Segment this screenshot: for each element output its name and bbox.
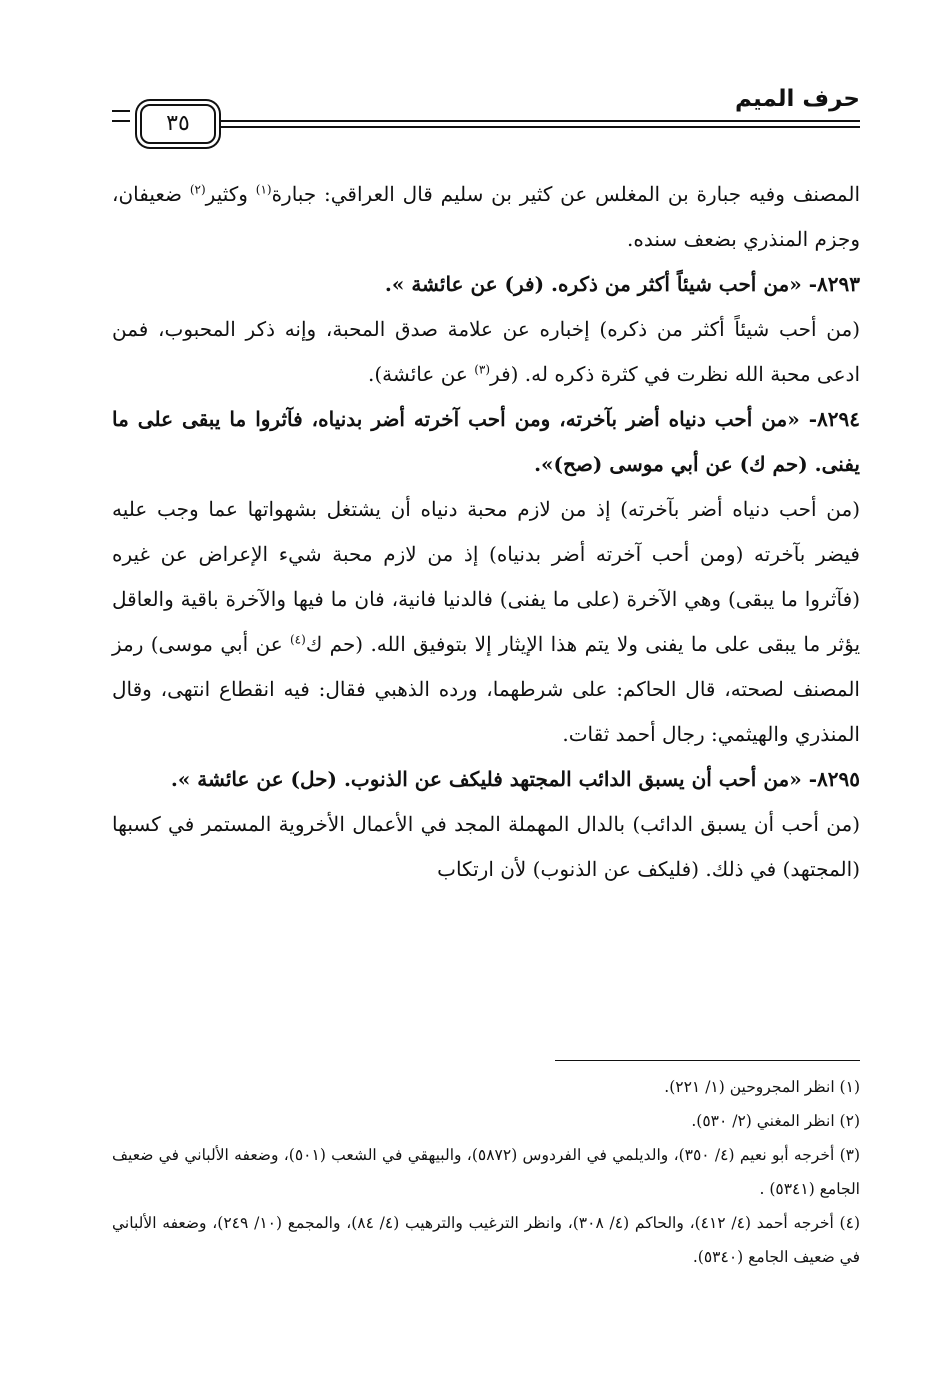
footnote-ref: (١) (255, 182, 272, 197)
footnote: (٤) أخرجه أحمد (٤/ ٤١٢)، والحاكم (٤/ ٣٠٨)، وانظر الترغيب والترهيب (٤/ ٨٤)، والمجمع (١٠/ ٢٤٩)، وضعفه الألباني في ضعيف الجامع (٥٣٤٠). (112, 1214, 860, 1266)
footnote-ref: (٤) (289, 632, 306, 647)
text: (من أحب شيئاً أكثر من ذكره) إخباره عن علامة صدق المحبة، وإنه ذكر المحبوب، فمن ادعى محبة الله نظرت في كثرة ذكره له. (فر (112, 317, 860, 386)
paragraph (112, 172, 860, 262)
footnote: (١) انظر المجروحين (١/ ٢٢١). (664, 1078, 860, 1096)
commentary (112, 487, 860, 757)
hadith-8294: ٨٢٩٤- «من أحب دنياه أضر بآخرته، ومن أحب آخرته أضر بدنياه، فآثروا ما يبقى على ما يفنى. (حم ك) عن أبي موسى (صح)». (112, 407, 860, 476)
page-header (112, 86, 860, 156)
footnote-separator (555, 1060, 860, 1061)
text: عن عائشة). (368, 362, 475, 386)
header-rule (220, 120, 860, 122)
header-dash (112, 110, 130, 122)
footnote: (٣) أخرجه أبو نعيم (٤/ ٣٥٠)، والديلمي في الفردوس (٥٨٧٢)، والبيهقي في الشعب (٥٠١)، وضعفه الألباني في ضعيف الجامع (٥٣٤١) . (112, 1146, 861, 1198)
page-number: ٣٥ (140, 104, 216, 144)
text: (من أحب دنياه أضر بآخرته) إذ من لازم محبة دنياه أن يشتغل بشهواتها عما وجب عليه فيضر بآخرته (ومن أحب آخرته أضر بدنياه) إذ من لازم محبة شيء الإعراض عن غيره (فآثروا ما يبقى) وهي الآخرة (على ما يفنى) فالدنيا فانية، فان ما فيها والآخرة باقية والعاقل يؤثر ما يبقى على ما يفنى ولا يتم هذا الإيثار إلا بتوفيق الله. (حم ك (112, 497, 861, 656)
footnotes (112, 1070, 860, 1274)
commentary (112, 307, 860, 397)
chapter-title: حرف الميم (735, 86, 860, 112)
header-rule-2 (220, 126, 860, 128)
text: وكثير (205, 182, 256, 206)
main-text (112, 172, 860, 892)
hadith-8293: ٨٢٩٣- «من أحب شيئاً أكثر من ذكره. (فر) عن عائشة ». (384, 272, 860, 296)
text: عن أبي موسى) رمز المصنف لصحته، قال الحاكم: على شرطهما، ورده الذهبي فقال: فيه انقطاع انتهى، وقال المنذري والهيثمي: رجال أحمد ثقات. (112, 632, 860, 746)
hadith-8295: ٨٢٩٥- «من أحب أن يسبق الدائب المجتهد فليكف عن الذنوب. (حل) عن عائشة ». (170, 767, 860, 791)
footnote-ref: (٣) (474, 362, 491, 377)
commentary: (من أحب أن يسبق الدائب) بالدال المهملة المجد في الأعمال الأخروية المستمر في كسبها (المجتهد) في ذلك. (فليكف عن الذنوب) لأن ارتكاب (112, 812, 860, 881)
text: ضعيفان، وجزم المنذري بضعف سنده. (112, 182, 860, 251)
footnote-ref: (٢) (189, 182, 206, 197)
footnote: (٢) انظر المغني (٢/ ٥٣٠). (691, 1112, 860, 1130)
text: المصنف وفيه جبارة بن المغلس عن كثير بن سليم قال العراقي: جبارة (271, 182, 860, 206)
